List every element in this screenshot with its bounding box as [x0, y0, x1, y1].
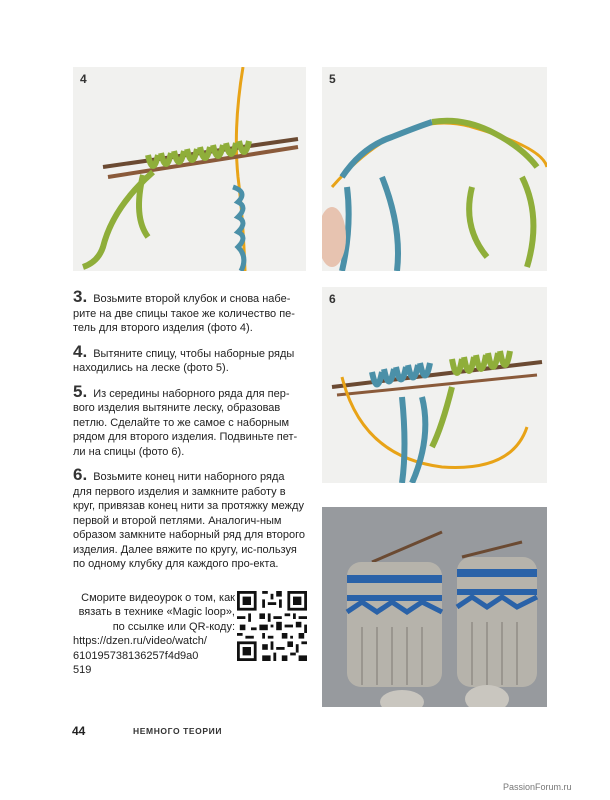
step-5 — [73, 381, 305, 460]
video-line-2: вязать в технике «Magic loop», — [78, 606, 235, 619]
step-number: 4. — [73, 341, 88, 361]
video-note — [73, 591, 235, 677]
step-text: Возьмите второй клубок и снова набе-рите на две спицы такое же количество пе-тель для второго изделия (фото 4). — [73, 293, 295, 334]
section-title: НЕМНОГО ТЕОРИИ — [133, 726, 223, 736]
photo-socks-illustration — [322, 507, 547, 707]
video-line-1: Сморите видеоурок о том, как — [81, 592, 235, 604]
photo-5-label: 5 — [329, 72, 336, 86]
photo-5 — [322, 67, 547, 271]
photo-4 — [73, 67, 306, 271]
video-link[interactable] — [73, 634, 235, 677]
photo-6-illustration — [322, 287, 547, 483]
photo-6 — [322, 287, 547, 483]
step-4 — [73, 341, 305, 376]
instructions — [73, 287, 305, 581]
photo-6-label: 6 — [329, 292, 336, 306]
photo-4-label: 4 — [80, 72, 87, 86]
step-3 — [73, 287, 305, 336]
photo-4-illustration — [73, 67, 306, 271]
step-number: 6. — [73, 465, 88, 484]
qr-code-icon[interactable] — [237, 591, 307, 661]
video-url-3: 519 — [73, 664, 92, 677]
video-url-2: 610195738136257f4d9a0 — [73, 649, 199, 662]
step-6 — [73, 465, 305, 572]
step-number: 5. — [73, 381, 88, 401]
page-number: 44 — [72, 724, 86, 738]
photo-socks — [322, 507, 547, 707]
video-line-3: по ссылке или QR-коду: — [112, 620, 235, 633]
step-text: Вытяните спицу, чтобы наборные ряды находились на леске (фото 5). — [73, 347, 295, 374]
step-text: Из середины наборного ряда для пер-вого изделия вытяните леску, образовав петлю. Сделайте то же самое с наборным рядом для второго изделия. Подвиньте пет-ли на спицы (фото 6). — [73, 387, 298, 458]
step-text: Возьмите конец нити наборного ряда для первого изделия и замкните работу в круг, привязав конец нити за протяжку между первой и второй петлями. Аналогич-ным образом замкните наборный ряд для второго изделия. Далее вяжите по кругу, ис-пользуя по одному клубку для каждого про-екта. — [73, 471, 305, 570]
step-number: 3. — [73, 287, 88, 306]
watermark: PassionForum.ru — [503, 782, 572, 792]
video-url-1: https://dzen.ru/video/watch/ — [73, 635, 207, 648]
photo-5-illustration — [322, 67, 547, 271]
